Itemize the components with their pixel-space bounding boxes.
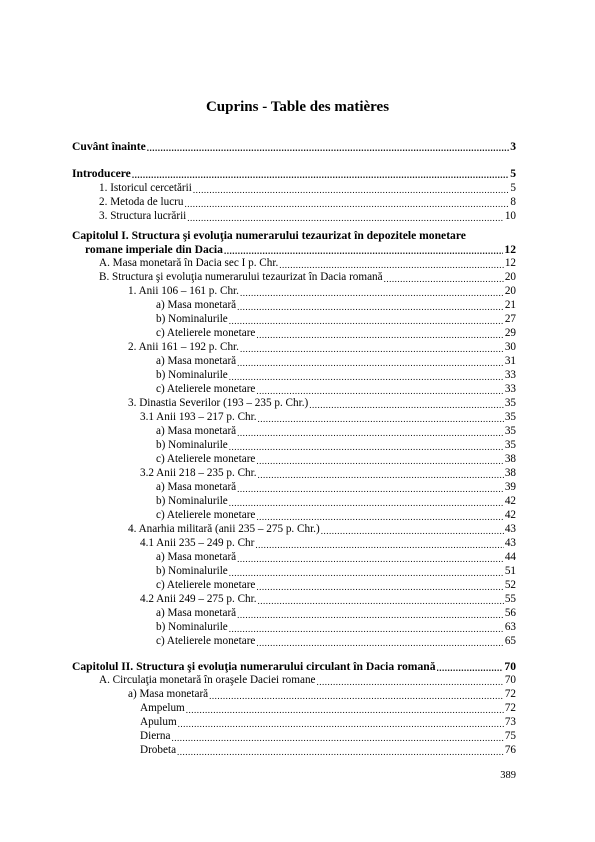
toc-entry-title: b) Nominalurile — [156, 495, 228, 507]
toc-entry-title: 3.2 Anii 218 – 235 p. Chr. — [140, 467, 257, 479]
toc-entry-page: 43 — [504, 523, 516, 535]
page-title: Cuprins - Table des matières — [205, 99, 390, 115]
toc-entry — [72, 298, 516, 312]
toc-entry — [72, 195, 516, 209]
toc-leader-dots — [317, 674, 504, 687]
toc-entry-page: 12 — [504, 257, 516, 269]
toc-leader-dots — [321, 523, 504, 536]
toc-entry-page: 56 — [504, 607, 516, 619]
toc-entry — [72, 139, 516, 153]
toc-entry — [72, 242, 516, 256]
toc-entry-title: 1. Anii 106 – 161 p. Chr. — [128, 285, 239, 297]
toc-entry-title: A. Circulaţia monetară în oraşele Daciei romane — [99, 674, 316, 686]
toc-entry-page: 31 — [504, 355, 516, 367]
toc-entry — [72, 284, 516, 298]
toc-entry-page: 63 — [504, 621, 516, 633]
toc-entry-page: 35 — [504, 397, 516, 409]
toc-leader-dots — [224, 243, 503, 256]
toc-entry-title: b) Nominalurile — [156, 439, 228, 451]
toc-leader-dots — [229, 439, 504, 452]
toc-entry-title: b) Nominalurile — [156, 565, 228, 577]
toc-entry-title: a) Masa monetară — [156, 355, 237, 367]
toc-entry — [72, 494, 516, 508]
toc-entry — [72, 228, 516, 242]
toc-entry-title: 3. Dinastia Severilor (193 – 235 p. Chr.) — [128, 397, 309, 409]
toc-entry-title: Capitolul I. Structura şi evoluţia numerarului tezaurizat în depozitele monetare — [72, 229, 466, 242]
toc-entry-page: 51 — [504, 565, 516, 577]
toc-entry-title: b) Nominalurile — [156, 621, 228, 633]
toc-entry — [72, 592, 516, 606]
toc-entry-page: 30 — [504, 341, 516, 353]
toc-leader-dots — [186, 702, 504, 715]
toc-leader-dots — [237, 607, 504, 620]
toc-entry — [72, 466, 516, 480]
toc-leader-dots — [256, 383, 503, 396]
toc-entry-title: c) Atelierele monetare — [156, 453, 256, 465]
toc-entry-title: 2. Metoda de lucru — [99, 196, 184, 208]
toc-entry — [72, 452, 516, 466]
toc-entry-title: a) Masa monetară — [156, 425, 237, 437]
toc-leader-dots — [132, 167, 509, 180]
toc-entry-title: Cuvânt înainte — [72, 140, 146, 153]
page-number: 389 — [500, 770, 516, 781]
toc-entry — [72, 522, 516, 536]
toc-leader-dots — [237, 425, 504, 438]
toc-leader-dots — [256, 579, 503, 592]
toc-entry — [72, 578, 516, 592]
toc-entry-title: 1. Istoricul cercetării — [99, 182, 192, 194]
toc-entry-page: 42 — [504, 495, 516, 507]
toc-leader-dots — [437, 660, 504, 673]
toc-leader-dots — [258, 593, 504, 606]
toc-entry-title: Introducere — [72, 167, 131, 180]
toc-leader-dots — [229, 621, 504, 634]
toc-entry-page: 21 — [504, 299, 516, 311]
toc-entry — [72, 270, 516, 284]
toc-entry-page: 3 — [510, 140, 516, 153]
toc-entry-title: c) Atelierele monetare — [156, 327, 256, 339]
toc-entry-page: 35 — [504, 425, 516, 437]
toc-entry-page: 70 — [504, 674, 516, 686]
toc-leader-dots — [309, 397, 504, 410]
toc-entry — [72, 354, 516, 368]
toc-entry — [72, 382, 516, 396]
toc-leader-dots — [256, 635, 503, 648]
toc-leader-dots — [237, 551, 504, 564]
toc-entry-title: 2. Anii 161 – 192 p. Chr. — [128, 341, 239, 353]
toc-leader-dots — [237, 481, 504, 494]
toc-entry — [72, 326, 516, 340]
toc-entry-page: 33 — [504, 383, 516, 395]
toc-entry — [72, 312, 516, 326]
toc-entry-page: 12 — [504, 243, 516, 256]
toc-entry-page: 76 — [504, 744, 516, 756]
toc-entry-title: c) Atelierele monetare — [156, 579, 256, 591]
toc-entry-page: 35 — [504, 439, 516, 451]
toc-entry-page: 65 — [504, 635, 516, 647]
toc-leader-dots — [279, 257, 504, 270]
toc-entry — [72, 256, 516, 270]
toc-entry-page: 35 — [504, 411, 516, 423]
toc-entry-page: 38 — [504, 467, 516, 479]
toc-leader-dots — [256, 327, 503, 340]
toc-entry-page: 10 — [504, 210, 516, 222]
toc-leader-dots — [384, 271, 504, 284]
toc-entry — [72, 673, 516, 687]
toc-entry — [72, 181, 516, 195]
toc-entry-title: a) Masa monetară — [128, 688, 209, 700]
toc-entry — [72, 438, 516, 452]
toc-leader-dots — [229, 565, 504, 578]
toc-entry-page: 20 — [504, 271, 516, 283]
toc-leader-dots — [256, 453, 503, 466]
toc-leader-dots — [240, 341, 504, 354]
toc-entry — [72, 550, 516, 564]
toc-leader-dots — [229, 313, 504, 326]
toc-entry-page: 72 — [504, 702, 516, 714]
toc-entry-page: 43 — [504, 537, 516, 549]
toc-leader-dots — [256, 509, 503, 522]
toc-entry — [72, 340, 516, 354]
toc-leader-dots — [229, 495, 504, 508]
toc-entry-title: Drobeta — [140, 744, 177, 756]
toc-entry-title: b) Nominalurile — [156, 369, 228, 381]
toc-leader-dots — [258, 411, 504, 424]
toc-entry-page: 38 — [504, 453, 516, 465]
toc-entry-page: 8 — [510, 196, 516, 208]
toc-entry-page: 72 — [504, 688, 516, 700]
toc-leader-dots — [187, 210, 504, 223]
toc-entry-title: Ampelum — [140, 702, 185, 714]
toc-leader-dots — [177, 744, 504, 757]
toc-entry-title: B. Structura şi evoluţia numerarului tezaurizat în Dacia romană — [99, 271, 383, 283]
toc-leader-dots — [147, 140, 509, 153]
toc-entry — [72, 620, 516, 634]
toc-leader-dots — [258, 467, 504, 480]
toc-entry-title: Capitolul II. Structura şi evoluţia numerarului circulant în Dacia romană — [72, 660, 436, 673]
toc-entry-title: c) Atelierele monetare — [156, 383, 256, 395]
toc-entry — [72, 424, 516, 438]
toc-entry — [72, 743, 516, 757]
toc-leader-dots — [229, 369, 504, 382]
toc-entry — [72, 480, 516, 494]
toc-entry-page: 73 — [504, 716, 516, 728]
toc-leader-dots — [237, 299, 504, 312]
toc-entry-page: 5 — [510, 167, 516, 180]
toc-entry — [72, 410, 516, 424]
toc-entry — [72, 687, 516, 701]
toc-entry-title: a) Masa monetară — [156, 607, 237, 619]
toc-entry-page: 42 — [504, 509, 516, 521]
toc-entry-title: a) Masa monetară — [156, 299, 237, 311]
toc-entry-title: 3.1 Anii 193 – 217 p. Chr. — [140, 411, 257, 423]
toc-entry — [72, 368, 516, 382]
toc-entry-page: 70 — [504, 660, 516, 673]
toc-entry-title: Dierna — [140, 730, 171, 742]
toc-leader-dots — [209, 688, 504, 701]
toc-entry-page: 52 — [504, 579, 516, 591]
toc-entry — [72, 606, 516, 620]
toc-entry-title: Apulum — [140, 716, 177, 728]
toc-entry-title: c) Atelierele monetare — [156, 509, 256, 521]
toc-entry — [72, 508, 516, 522]
toc-leader-dots — [240, 285, 504, 298]
toc-entry-title: 4. Anarhia militară (anii 235 – 275 p. Chr.) — [128, 523, 320, 535]
toc-entry-title: a) Masa monetară — [156, 481, 237, 493]
toc-entry-page: 27 — [504, 313, 516, 325]
toc-entry-title: A. Masa monetară în Dacia sec I p. Chr. — [99, 257, 279, 269]
toc-leader-dots — [171, 730, 503, 743]
toc-entry — [72, 715, 516, 729]
toc-entry — [72, 166, 516, 180]
toc-leader-dots — [237, 355, 504, 368]
toc-leader-dots — [185, 196, 510, 209]
toc-entry-title: 4.2 Anii 249 – 275 p. Chr. — [140, 593, 257, 605]
toc-entry-page: 39 — [504, 481, 516, 493]
toc-entry — [72, 396, 516, 410]
toc-entry — [72, 701, 516, 715]
toc-entry — [72, 729, 516, 743]
toc-entry — [72, 564, 516, 578]
toc-leader-dots — [178, 716, 504, 729]
toc-entry-page: 20 — [504, 285, 516, 297]
toc-entry — [72, 209, 516, 223]
toc-entry — [72, 634, 516, 648]
toc-entry-page: 5 — [510, 182, 516, 194]
toc-entry — [72, 536, 516, 550]
toc-entry-page: 29 — [504, 327, 516, 339]
toc-entry-title: c) Atelierele monetare — [156, 635, 256, 647]
toc-entry-title: 4.1 Anii 235 – 249 p. Chr — [140, 537, 255, 549]
toc-entry — [72, 659, 516, 673]
toc-entry-title: a) Masa monetară — [156, 551, 237, 563]
toc-entry-title: 3. Structura lucrării — [99, 210, 187, 222]
toc-entry-page: 55 — [504, 593, 516, 605]
toc-leader-dots — [193, 182, 510, 195]
toc-entry-title: b) Nominalurile — [156, 313, 228, 325]
toc-entry-title: romane imperiale din Dacia — [85, 243, 223, 256]
toc-entry-page: 33 — [504, 369, 516, 381]
toc-entry-page: 75 — [504, 730, 516, 742]
table-of-contents — [72, 0, 516, 842]
toc-entry-page: 44 — [504, 551, 516, 563]
toc-leader-dots — [255, 537, 503, 550]
